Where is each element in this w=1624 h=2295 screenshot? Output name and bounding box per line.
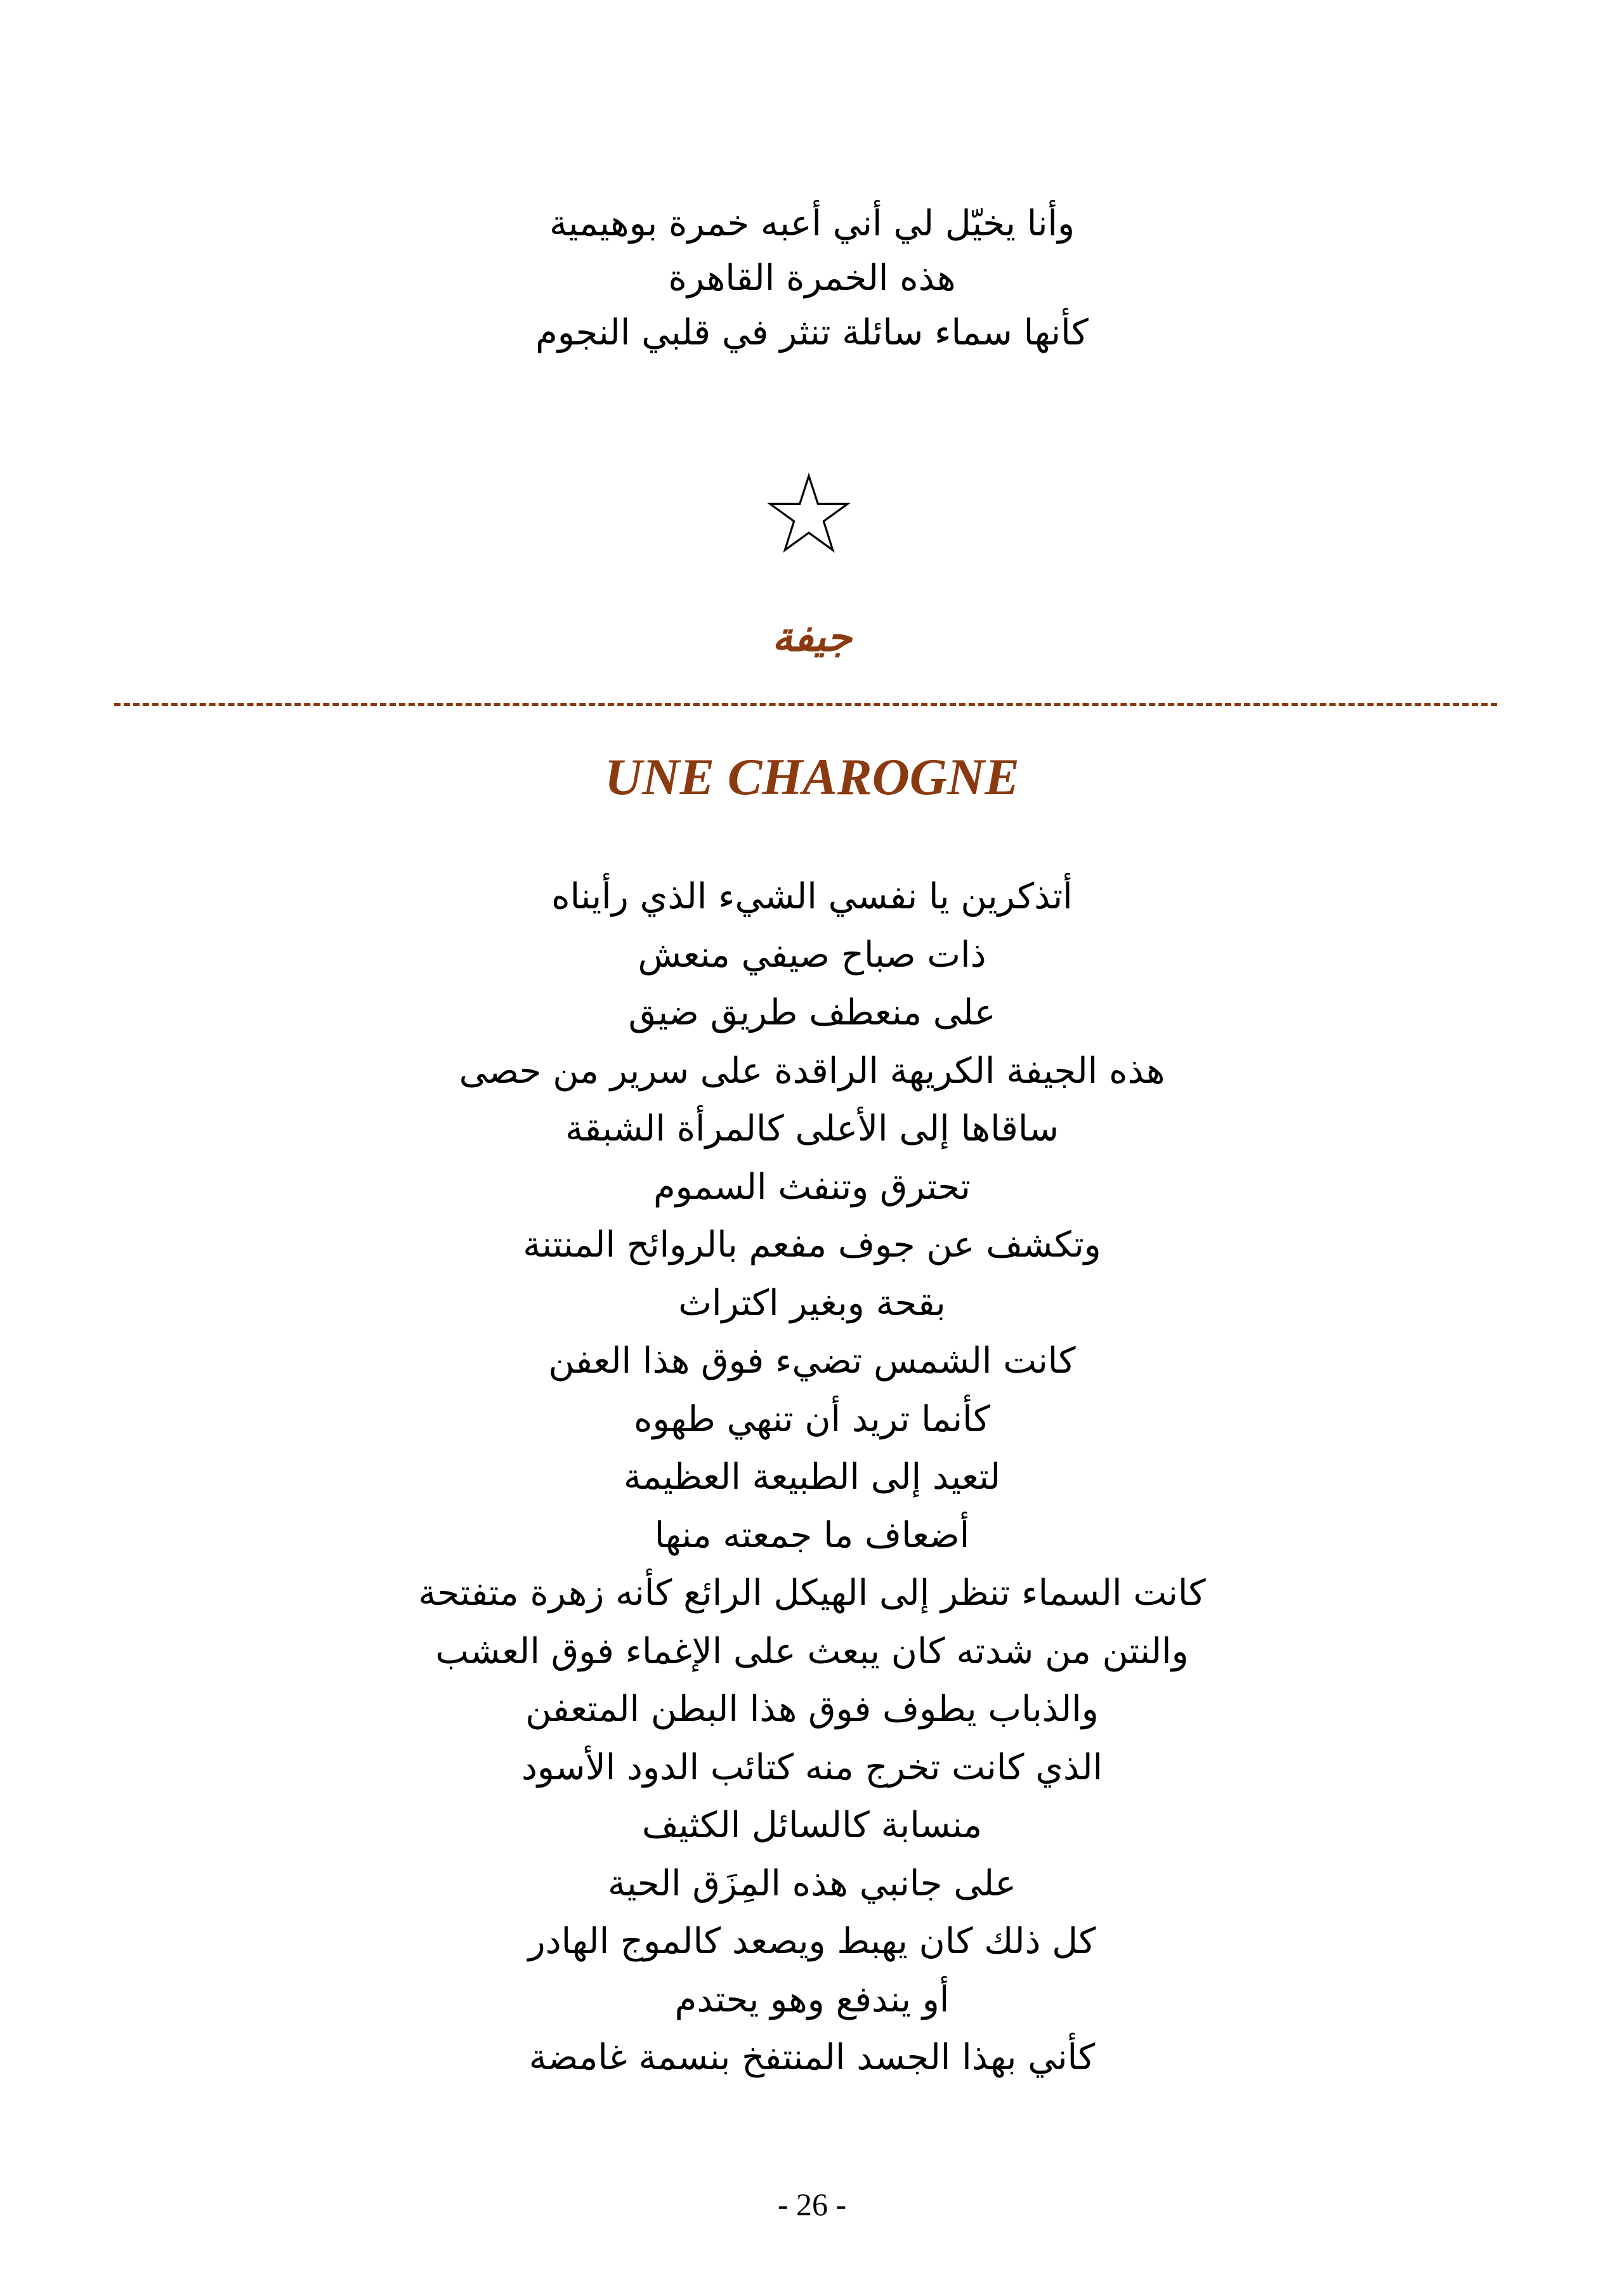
page-number: - 26 -: [777, 2187, 847, 2222]
poem-line: كأني بهذا الجسد المنتفخ بنسمة غامضة: [528, 2037, 1096, 2078]
poem-title-arabic: جيفة: [772, 614, 852, 661]
poem-line: أضعاف ما جمعته منها: [654, 1514, 970, 1556]
stanza-line: هذه الخمرة القاهرة: [668, 258, 956, 299]
poem-line: منسابة كالسائل الكثيف: [641, 1805, 983, 1846]
poem-line: كانت الشمس تضيء فوق هذا العفن: [548, 1340, 1076, 1382]
poem-line: كانت السماء تنظر إلى الهيكل الرائع كأنه زهرة متفتحة: [418, 1573, 1206, 1614]
poem-line: الذي كانت تخرج منه كتائب الدود الأسود: [521, 1746, 1103, 1788]
dashed-divider: [114, 703, 1497, 706]
poem-line: تحترق وتنفث السموم: [653, 1166, 971, 1208]
poem-line: ساقاها إلى الأعلى كالمرأة الشبقة: [565, 1108, 1059, 1149]
poem-line: والنتن من شدته كان يبعث على الإغماء فوق العشب: [435, 1630, 1189, 1672]
poem-line: بقحة وبغير اكتراث: [678, 1282, 946, 1324]
stanza-line: كأنها سماء سائلة تنثر في قلبي النجوم: [535, 312, 1089, 353]
poem-line: على منعطف طريق ضيق: [628, 992, 996, 1033]
top-stanza: [0, 197, 1624, 360]
star-outline-icon: [768, 473, 850, 555]
poem-title-french: UNE CHAROGNE: [605, 748, 1019, 806]
poem-body: [0, 868, 1624, 2087]
poem-line: أتذكرين يا نفسي الشيء الذي رأيناه: [551, 876, 1073, 917]
poem-line: وتكشف عن جوف مفعم بالروائح المنتنة: [523, 1224, 1101, 1265]
stanza-line: وأنا يخيّل لي أني أعبه خمرة بوهيمية: [549, 203, 1075, 244]
poem-line: على جانبي هذه المِزَق الحية: [608, 1862, 1016, 1904]
poem-line: كل ذلك كان يهبط ويصعد كالموج الهادر: [528, 1921, 1096, 1962]
poem-line: والذباب يطوف فوق هذا البطن المتعفن: [525, 1689, 1099, 1730]
poem-line: لتعيد إلى الطبيعة العظيمة: [623, 1456, 1001, 1498]
poem-line: كأنما تريد أن تنهي طهوه: [634, 1398, 990, 1440]
poem-line: أو يندفع وهو يحتدم: [674, 1978, 950, 2020]
poem-line: هذه الجيفة الكريهة الراقدة على سرير من حصى: [459, 1050, 1165, 1092]
poem-line: ذات صباح صيفي منعش: [638, 934, 986, 976]
